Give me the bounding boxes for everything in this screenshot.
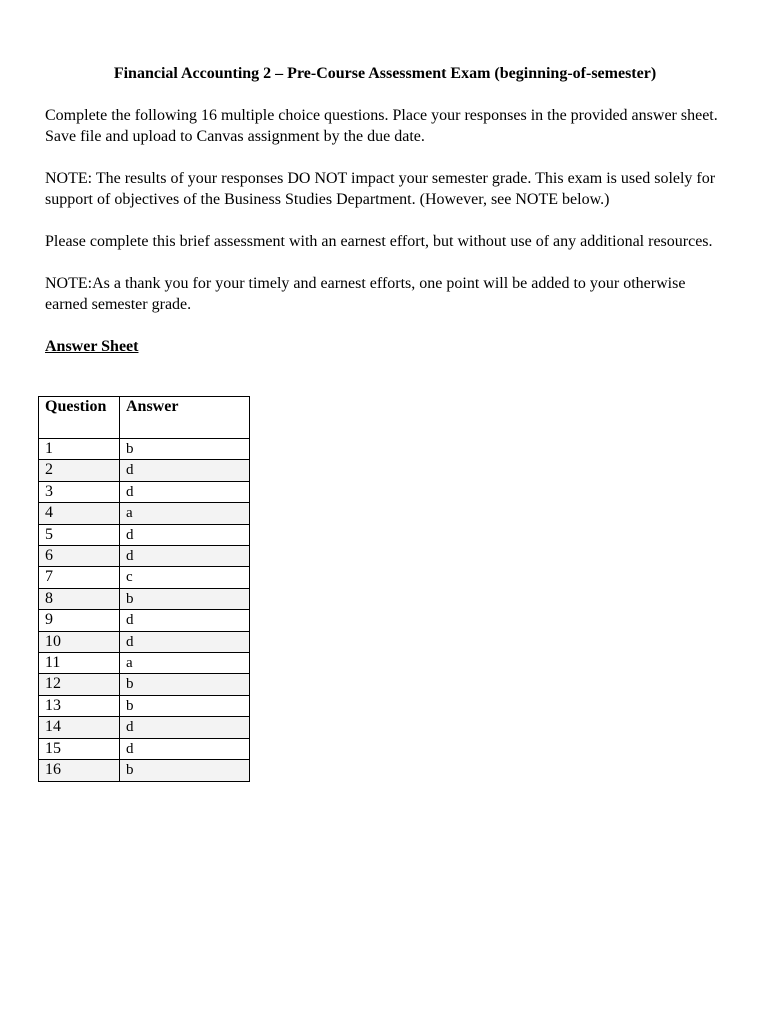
answer-cell: d xyxy=(120,717,250,738)
effort-paragraph: Please complete this brief assessment with an earnest effort, but without use of any additional resources. xyxy=(45,233,713,250)
answer-cell: a xyxy=(120,503,250,524)
answer-cell: b xyxy=(120,588,250,609)
question-number-cell: 12 xyxy=(39,674,120,695)
table-row xyxy=(39,738,250,759)
answer-sheet-heading: Answer Sheet xyxy=(45,338,139,355)
answer-cell: d xyxy=(120,460,250,481)
table-row xyxy=(39,717,250,738)
table-row xyxy=(39,503,250,524)
question-number-cell: 6 xyxy=(39,546,120,567)
question-number-cell: 7 xyxy=(39,567,120,588)
answer-cell: d xyxy=(120,610,250,631)
question-number-cell: 11 xyxy=(39,653,120,674)
column-header-answer: Answer xyxy=(120,397,250,439)
table-row xyxy=(39,567,250,588)
table-row xyxy=(39,610,250,631)
table-row xyxy=(39,653,250,674)
table-row xyxy=(39,481,250,502)
document-title: Financial Accounting 2 – Pre-Course Assessment Exam (beginning-of-semester) xyxy=(113,65,657,82)
question-number-cell: 14 xyxy=(39,717,120,738)
answer-cell: b xyxy=(120,760,250,781)
question-number-cell: 2 xyxy=(39,460,120,481)
answer-cell: a xyxy=(120,653,250,674)
answer-sheet-body xyxy=(39,439,250,782)
table-row xyxy=(39,524,250,545)
answer-sheet-table xyxy=(38,396,250,782)
table-row xyxy=(39,439,250,460)
answer-cell: d xyxy=(120,738,250,759)
answer-cell: d xyxy=(120,524,250,545)
document-page xyxy=(45,63,725,779)
answer-cell: c xyxy=(120,567,250,588)
table-row xyxy=(39,760,250,781)
instructions-paragraph: Complete the following 16 multiple choice questions. Place your responses in the provided answer sheet. Save file and upload to Canvas assignment by the due date. xyxy=(45,107,718,145)
answer-cell: b xyxy=(120,695,250,716)
question-number-cell: 8 xyxy=(39,588,120,609)
answer-cell: d xyxy=(120,631,250,652)
table-row xyxy=(39,674,250,695)
table-row xyxy=(39,460,250,481)
table-row xyxy=(39,695,250,716)
question-number-cell: 9 xyxy=(39,610,120,631)
table-row xyxy=(39,546,250,567)
question-number-cell: 16 xyxy=(39,760,120,781)
note-paragraph: NOTE: The results of your responses DO NOT impact your semester grade. This exam is used solely for support of objectives of the Business Studies Department. (However, see NOTE below.) xyxy=(45,170,716,208)
question-number-cell: 13 xyxy=(39,695,120,716)
column-header-question: Question xyxy=(39,397,120,439)
thank-you-note-paragraph: NOTE:As a thank you for your timely and earnest efforts, one point will be added to your otherwise earned semester grade. xyxy=(45,275,686,313)
table-row xyxy=(39,631,250,652)
table-row xyxy=(39,588,250,609)
answer-cell: b xyxy=(120,439,250,460)
question-number-cell: 4 xyxy=(39,503,120,524)
question-number-cell: 1 xyxy=(39,439,120,460)
question-number-cell: 3 xyxy=(39,481,120,502)
answer-sheet-header-row xyxy=(39,397,250,439)
question-number-cell: 15 xyxy=(39,738,120,759)
answer-cell: b xyxy=(120,674,250,695)
question-number-cell: 5 xyxy=(39,524,120,545)
answer-cell: d xyxy=(120,481,250,502)
question-number-cell: 10 xyxy=(39,631,120,652)
answer-cell: d xyxy=(120,546,250,567)
